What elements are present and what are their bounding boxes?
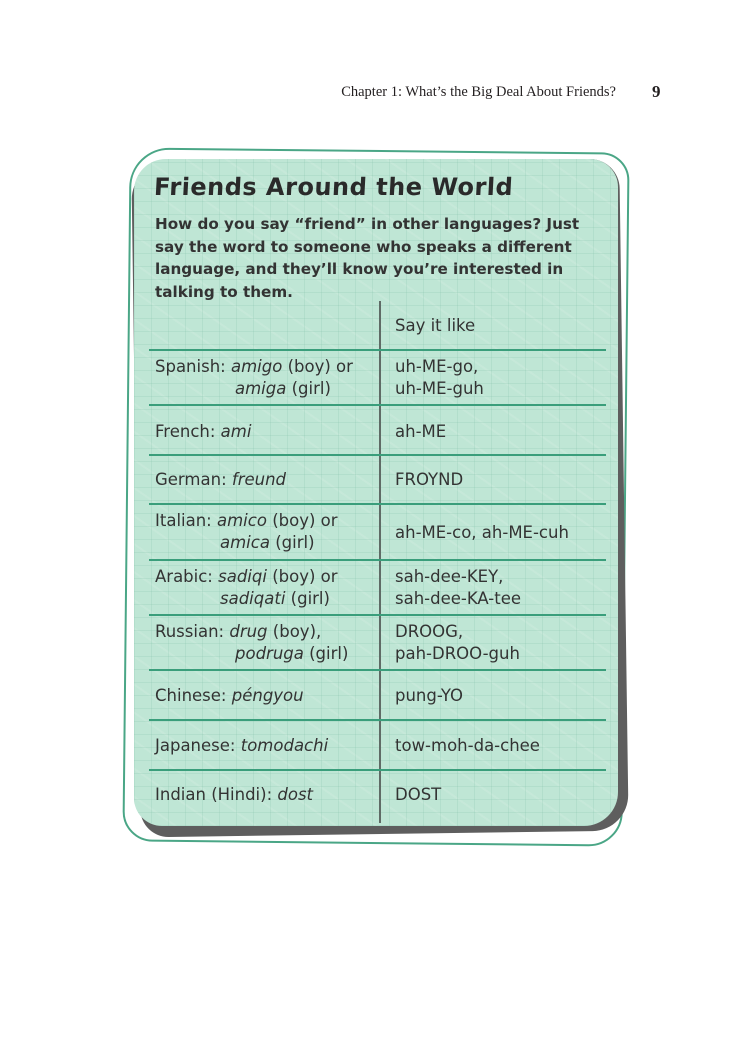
row-rule (149, 719, 606, 721)
table-row-pronunciation: ah-ME (395, 422, 447, 441)
row-rule (149, 454, 606, 456)
table-row-pronunciation: ah-ME-co, ah-ME-cuh (395, 523, 569, 542)
row-rule (149, 349, 606, 351)
table-row-language: Russian: drug (boy), podruga (girl) (155, 622, 349, 663)
table-row-language: Spanish: amigo (boy) or amiga (girl) (155, 357, 353, 398)
row-rule (149, 559, 606, 561)
column-header-say-it-like: Say it like (395, 316, 476, 335)
table-row-pronunciation: FROYND (395, 470, 464, 489)
running-head (0, 84, 740, 108)
table-row-language: Indian (Hindi): dost (155, 785, 314, 804)
table-row-language: Chinese: péngyou (155, 686, 304, 705)
table-row-pronunciation: DROOG, pah-DROO-guh (395, 622, 520, 663)
row-rule (149, 669, 606, 671)
row-rule (149, 503, 606, 505)
running-title: Chapter 1: What’s the Big Deal About Friends? (341, 84, 616, 100)
column-divider (379, 301, 381, 823)
table-row-pronunciation: tow-moh-da-chee (395, 736, 540, 755)
table-row-pronunciation: DOST (395, 785, 442, 804)
table-row-language: Japanese: tomodachi (155, 736, 329, 755)
table-row-pronunciation: pung-YO (395, 686, 464, 705)
row-rule (149, 614, 606, 616)
table-row-language: French: ami (155, 422, 252, 441)
page-number: 9 (652, 82, 661, 101)
friend-words-table (134, 159, 618, 826)
row-rule (149, 404, 606, 406)
table-row-pronunciation: sah-dee-KEY, sah-dee-KA-tee (395, 567, 522, 608)
table-row-pronunciation: uh-ME-go, uh-ME-guh (395, 357, 484, 398)
row-rule (149, 769, 606, 771)
sidebar-intro: How do you say “friend” in other languages? Just say the word to someone who speaks a different language, and they’ll know you’re interested in talking to them. (155, 215, 580, 301)
sidebar-box (134, 159, 618, 826)
sidebar-title: Friends Around the World (153, 173, 514, 201)
table-row-language: Italian: amico (boy) or amica (girl) (155, 511, 338, 552)
table-row-language: Arabic: sadiqi (boy) or sadiqati (girl) (155, 567, 338, 608)
table-row-language: German: freund (155, 470, 287, 489)
